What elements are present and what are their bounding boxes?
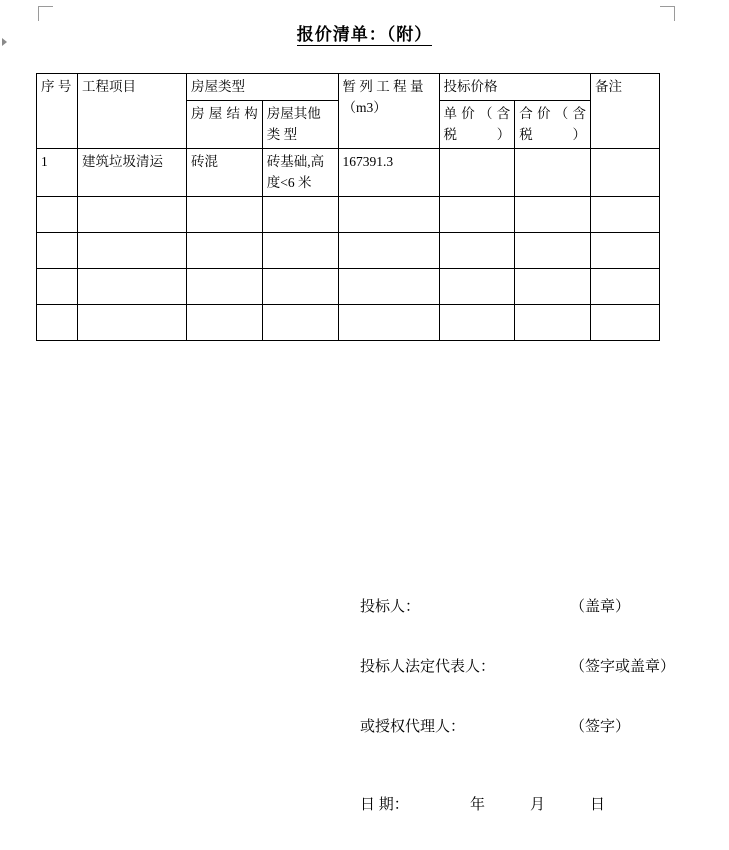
cell-no[interactable] xyxy=(37,196,78,232)
quotation-table xyxy=(36,73,660,341)
cell-unit-price[interactable] xyxy=(439,232,515,268)
header-cell-project: 工程项目 xyxy=(78,74,187,149)
page-corner-top-right xyxy=(660,6,675,21)
cell-total-price[interactable] xyxy=(515,268,591,304)
header-cell-house-structure: 房 屋 结 构 xyxy=(187,100,263,148)
header-cell-unit-price: 单 价 （ 含 税） xyxy=(439,100,515,148)
cell-total-price[interactable] xyxy=(515,148,591,196)
cell-total-price[interactable] xyxy=(515,304,591,340)
cell-project[interactable] xyxy=(78,304,187,340)
cell-house-structure[interactable] xyxy=(187,196,263,232)
cell-house-other[interactable] xyxy=(262,304,338,340)
cell-house-other[interactable]: 砖基础,高度<6 米 xyxy=(262,148,338,196)
header-cell-house-type: 房屋类型 xyxy=(187,74,339,101)
table-row[interactable] xyxy=(37,196,660,232)
cell-project[interactable]: 建筑垃圾清运 xyxy=(78,148,187,196)
header-cell-no: 序 号 xyxy=(37,74,78,149)
cell-unit-price[interactable] xyxy=(439,148,515,196)
table-row[interactable] xyxy=(37,232,660,268)
cell-project[interactable] xyxy=(78,196,187,232)
cell-unit-price[interactable] xyxy=(439,268,515,304)
cell-house-other[interactable] xyxy=(262,268,338,304)
cell-provisional-qty[interactable]: 167391.3 xyxy=(338,148,439,196)
signature-label-authorized-agent: 或授权代理人： xyxy=(360,719,466,735)
cell-remark[interactable] xyxy=(591,304,660,340)
cell-no[interactable] xyxy=(37,232,78,268)
signature-value-authorized-agent: （签字） xyxy=(570,719,631,735)
signature-block xyxy=(360,595,710,775)
cell-unit-price[interactable] xyxy=(439,304,515,340)
cell-house-other[interactable] xyxy=(262,232,338,268)
cell-house-structure[interactable] xyxy=(187,304,263,340)
cell-project[interactable] xyxy=(78,268,187,304)
cell-provisional-qty[interactable] xyxy=(338,268,439,304)
cell-house-other[interactable] xyxy=(262,196,338,232)
cell-no[interactable] xyxy=(37,268,78,304)
date-year-unit: 年 xyxy=(470,797,486,813)
cell-remark[interactable] xyxy=(591,232,660,268)
signature-row-bidder xyxy=(360,595,710,655)
cell-project[interactable] xyxy=(78,232,187,268)
cell-remark[interactable] xyxy=(591,196,660,232)
page-title xyxy=(0,20,729,45)
signature-row-legal-representative xyxy=(360,655,710,715)
signature-value-bidder: （盖章） xyxy=(570,599,631,615)
signature-value-legal-representative: （签字或盖章） xyxy=(570,659,676,675)
cell-house-structure[interactable] xyxy=(187,232,263,268)
header-cell-house-other: 房屋其他类 型 xyxy=(262,100,338,148)
header-cell-bid-price: 投标价格 xyxy=(439,74,591,101)
cell-remark[interactable] xyxy=(591,268,660,304)
cell-house-structure[interactable]: 砖混 xyxy=(187,148,263,196)
cell-provisional-qty[interactable] xyxy=(338,304,439,340)
table-header-row-1 xyxy=(37,74,660,101)
table-row[interactable] xyxy=(37,268,660,304)
table-row[interactable] xyxy=(37,148,660,196)
date-day-unit: 日 xyxy=(590,797,606,813)
header-cell-provisional-qty: 暂 列 工 程 量（m3） xyxy=(338,74,439,149)
date-month-unit: 月 xyxy=(530,797,546,813)
cell-total-price[interactable] xyxy=(515,196,591,232)
cell-provisional-qty[interactable] xyxy=(338,232,439,268)
cell-no[interactable] xyxy=(37,304,78,340)
cell-no[interactable]: 1 xyxy=(37,148,78,196)
cell-house-structure[interactable] xyxy=(187,268,263,304)
cell-unit-price[interactable] xyxy=(439,196,515,232)
signature-row-authorized-agent xyxy=(360,715,710,775)
signature-label-legal-representative: 投标人法定代表人： xyxy=(360,659,496,675)
header-cell-total-price: 合 价 （ 含 税） xyxy=(515,100,591,148)
cell-total-price[interactable] xyxy=(515,232,591,268)
cell-remark[interactable] xyxy=(591,148,660,196)
page-corner-top-left xyxy=(38,6,53,21)
cell-provisional-qty[interactable] xyxy=(338,196,439,232)
date-label: 日 期： xyxy=(360,797,409,813)
page-title-text: 报价清单：（附） xyxy=(296,25,433,44)
signature-label-bidder: 投标人： xyxy=(360,599,421,615)
table-row[interactable] xyxy=(37,304,660,340)
header-cell-remark: 备注 xyxy=(591,74,660,149)
